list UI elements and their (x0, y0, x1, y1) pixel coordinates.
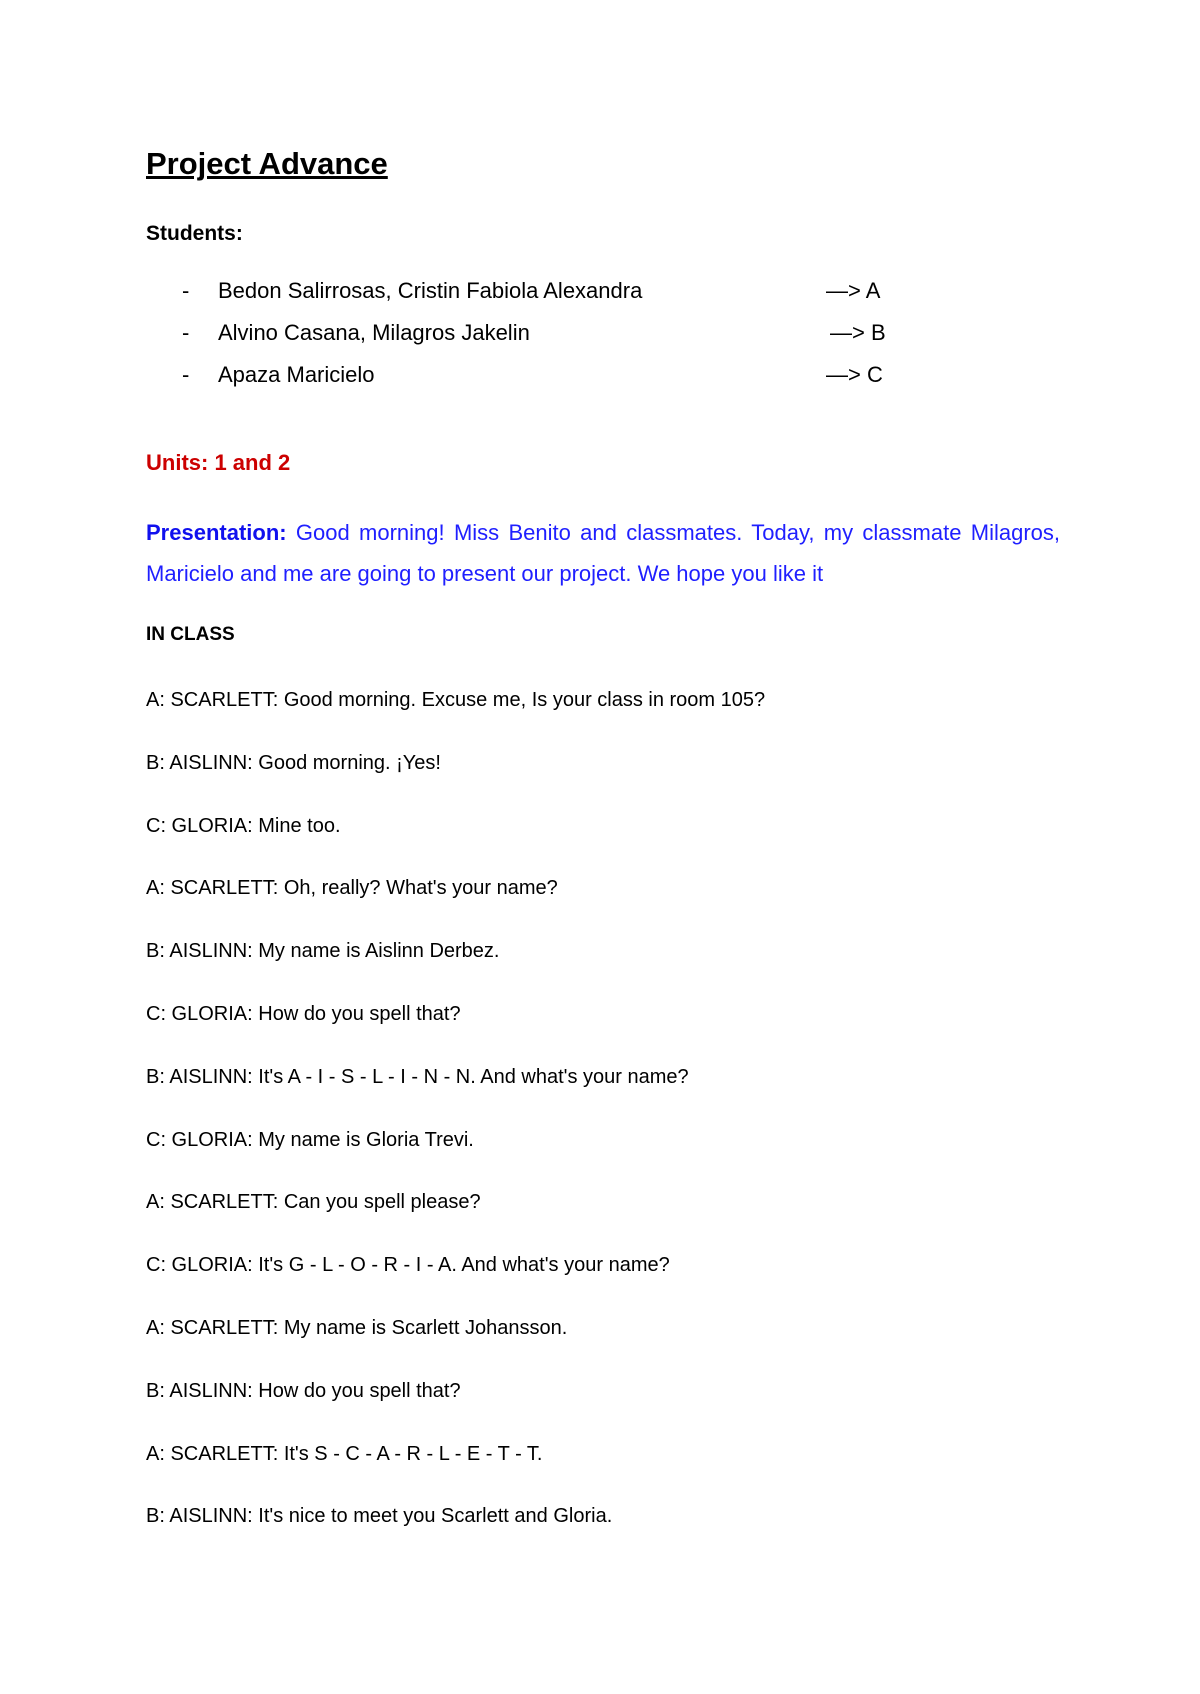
dialogue-list (146, 686, 1060, 1565)
student-row (146, 361, 1060, 403)
presentation-text: Good morning! Miss Benito and classmates. Today, my classmate Milagros, Maricielo and me are going to present our project. We hope you like it (146, 520, 1060, 586)
list-dash: - (182, 278, 190, 303)
units-heading: Units: 1 and 2 (146, 450, 291, 475)
dialogue-line: A: SCARLETT: It's S - C - A - R - L - E - T - T. (146, 1442, 543, 1465)
presentation-paragraph (146, 512, 1060, 594)
student-row (146, 319, 1060, 361)
student-row (146, 277, 1060, 319)
student-role: —> C (826, 362, 883, 387)
dialogue-line: A: SCARLETT: Good morning. Excuse me, Is your class in room 105? (146, 689, 766, 711)
dialogue-line: C: GLORIA: How do you spell that? (146, 1002, 461, 1025)
dialogue-line: C: GLORIA: My name is Gloria Trevi. (146, 1128, 474, 1151)
student-name: Bedon Salirrosas, Cristin Fabiola Alexandra (218, 278, 643, 303)
dialogue-line: B: AISLINN: It's nice to meet you Scarlett and Gloria. (146, 1505, 613, 1528)
dialogue-line: A: SCARLETT: My name is Scarlett Johansson. (146, 1316, 568, 1339)
dialogue-line: B: AISLINN: Good morning. ¡Yes! (146, 751, 441, 774)
student-role: —> B (830, 320, 886, 345)
dialogue-line: B: AISLINN: It's A - I - S - L - I - N - N. And what's your name? (146, 1065, 689, 1088)
student-name: Apaza Maricielo (218, 362, 375, 387)
in-class-heading: IN CLASS (146, 624, 235, 645)
document-title: Project Advance (146, 146, 388, 181)
dialogue-line: B: AISLINN: How do you spell that? (146, 1379, 461, 1402)
student-name: Alvino Casana, Milagros Jakelin (218, 320, 530, 345)
list-dash: - (182, 362, 190, 387)
list-dash: - (182, 320, 190, 345)
students-label: Students: (146, 222, 243, 245)
dialogue-line: A: SCARLETT: Can you spell please? (146, 1191, 481, 1214)
dialogue-line: C: GLORIA: It's G - L - O - R - I - A. And what's your name? (146, 1254, 670, 1277)
students-list (146, 277, 1060, 403)
student-role: —> A (826, 278, 881, 303)
dialogue-line: A: SCARLETT: Oh, really? What's your name? (146, 877, 558, 900)
dialogue-line: C: GLORIA: Mine too. (146, 814, 341, 837)
dialogue-line: B: AISLINN: My name is Aislinn Derbez. (146, 940, 500, 963)
presentation-label: Presentation: (146, 520, 287, 545)
document-content (146, 142, 1060, 1528)
